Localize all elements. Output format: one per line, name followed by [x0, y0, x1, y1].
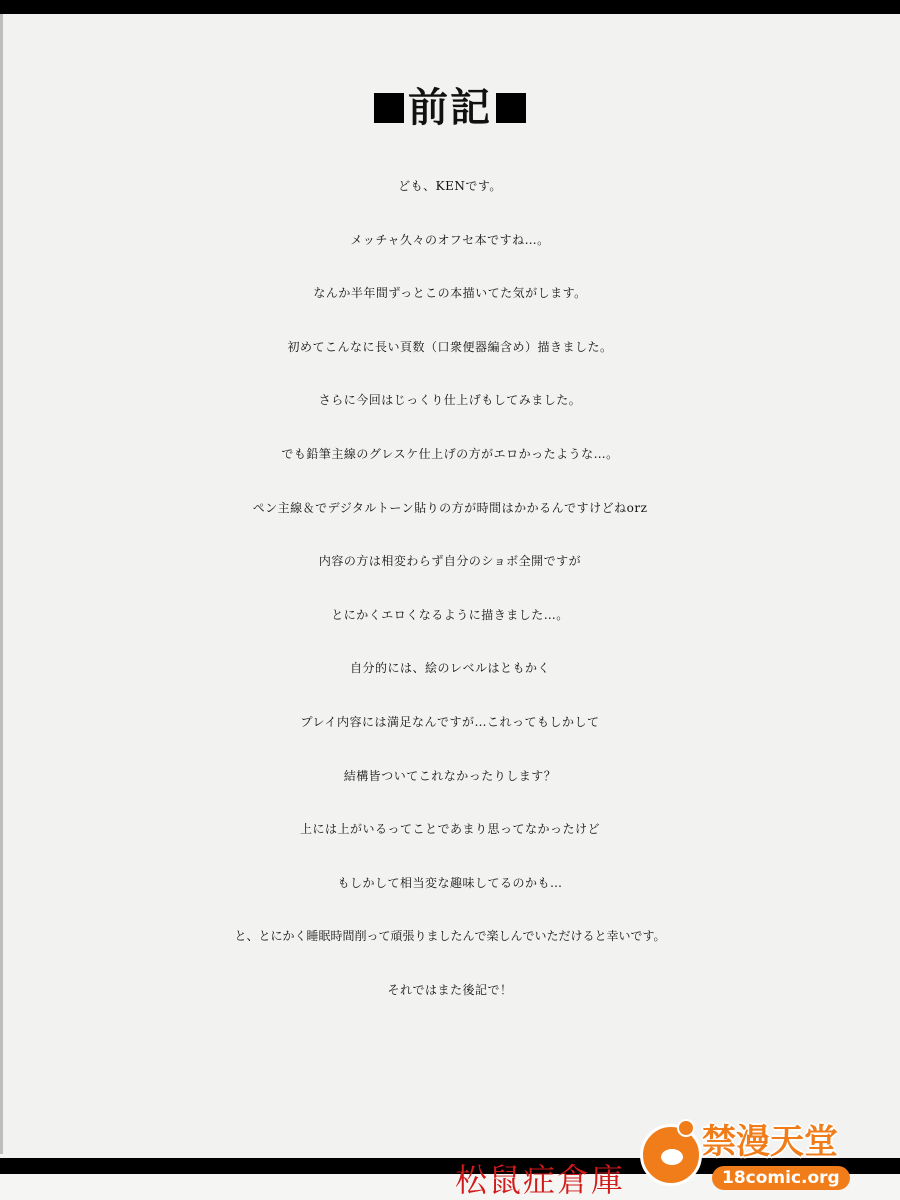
text-line: なんか半年間ずっとこの本描いてた気がします。 — [313, 286, 587, 301]
text-line: ども、KENです。 — [398, 179, 502, 193]
text-line: と、とにかく睡眠時間削って頑張りましたんで楽しんでいただけると幸いです。 — [234, 929, 666, 944]
text-line: それではまた後記で！ — [387, 982, 513, 997]
text-line: もしかして相当変な趣味してるのかも… — [337, 875, 563, 890]
site-watermark — [640, 1120, 880, 1196]
text-line: さらに今回はじっくり仕上げもしてみました。 — [318, 393, 582, 408]
text-line: 上には上がいるってことであまり思ってなかったけど — [299, 822, 600, 837]
text-line: でも鉛筆主線のグレスケ仕上げの方がエロかったような…。 — [281, 446, 619, 461]
text-line: メッチャ久々のオフセ本ですね…。 — [350, 232, 550, 247]
text-line: ペン主線＆でデジタルトーン貼りの方が時間はかかるんですけどねorz — [252, 500, 648, 515]
text-line: 自分的には、絵のレベルはともかく — [349, 661, 550, 676]
text-line: 初めてこんなに長い頁数（口衆便器編含め）描きました。 — [287, 339, 613, 354]
page-title: 前記 — [408, 84, 492, 131]
title-square-right-icon — [496, 93, 526, 123]
text-line: とにかくエロくなるように描きました…。 — [331, 607, 569, 622]
preface-text — [0, 160, 900, 1018]
watermark-url: 18comic.org — [712, 1166, 850, 1190]
title-square-left-icon — [374, 93, 404, 123]
text-line: 内容の方は相変わらず自分のショボ全開ですが — [318, 554, 582, 569]
page-title-heading — [0, 82, 900, 134]
text-line: プレイ内容には満足なんですが…これってもしかして — [300, 714, 600, 729]
top-border — [0, 0, 900, 14]
watermark-name: 禁漫天堂 — [702, 1122, 838, 1162]
squirrel-logo-icon — [640, 1124, 702, 1186]
scanner-stamp: 松鼠症倉庫 — [455, 1161, 626, 1199]
text-line: 結構皆ついてこれなかったりします？ — [343, 768, 557, 783]
